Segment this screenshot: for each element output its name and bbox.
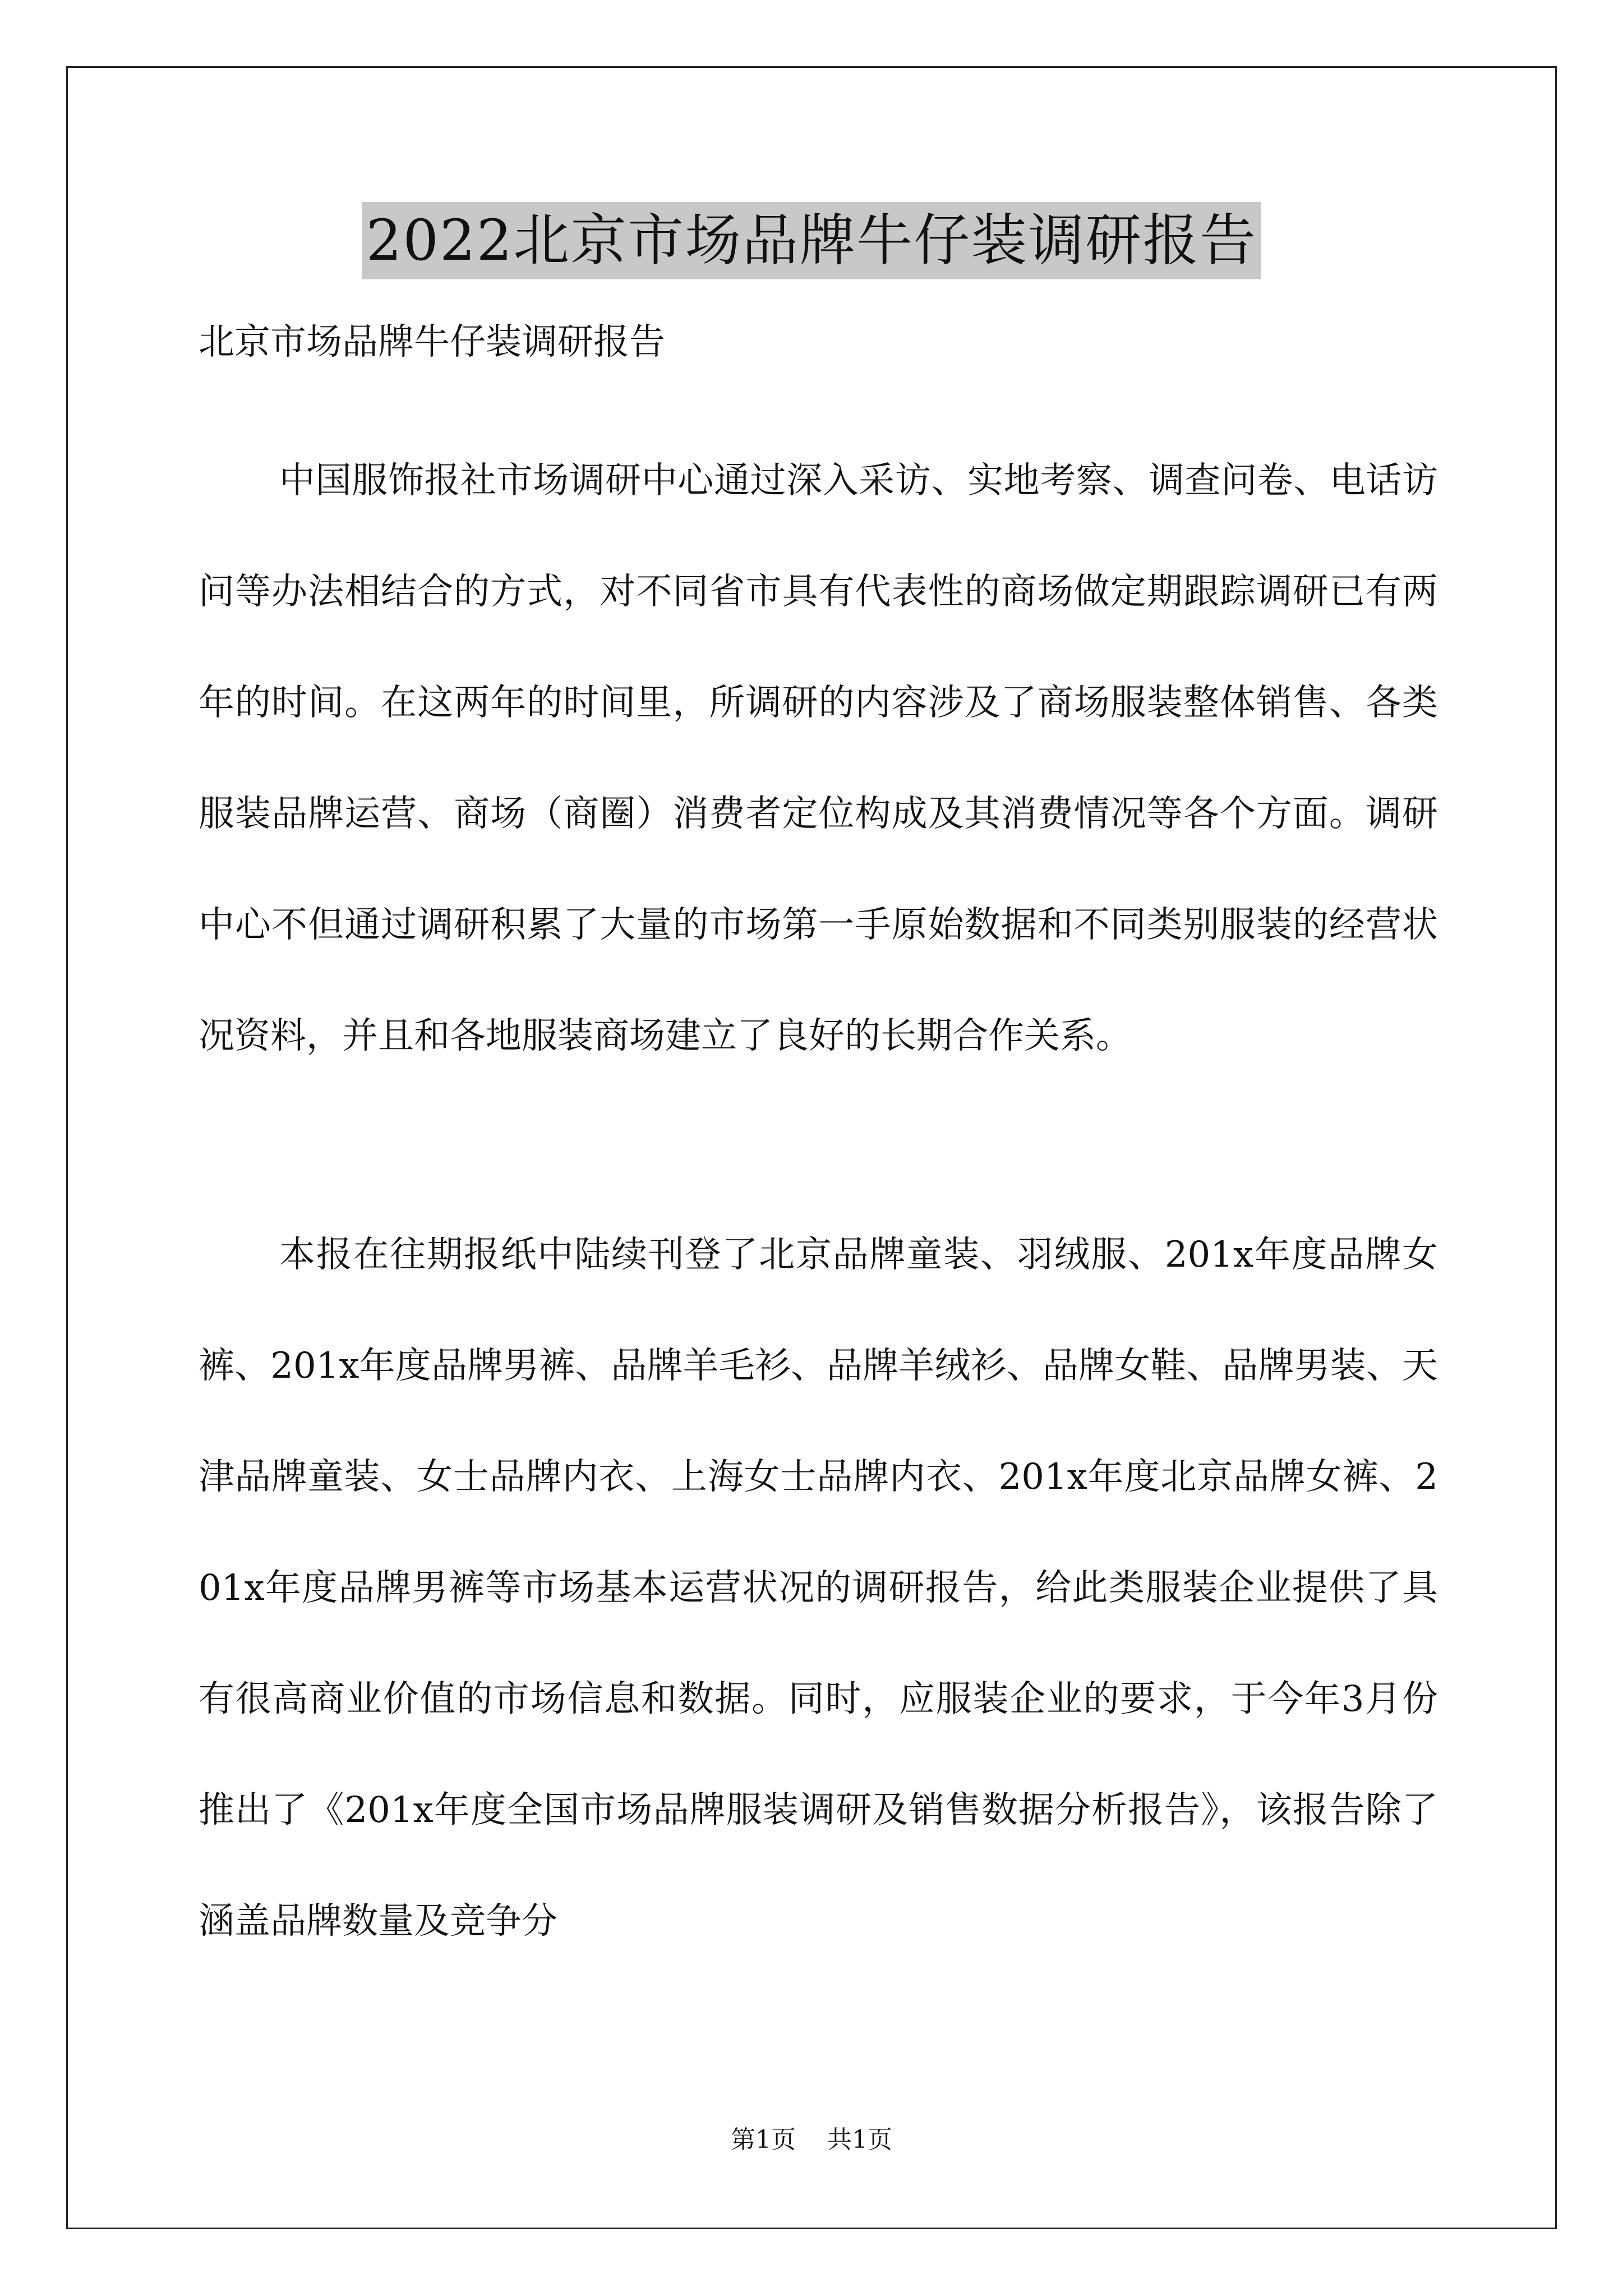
page-number: 第1页: [731, 2125, 796, 2154]
paragraph-2: 本报在往期报纸中陆续刊登了北京品牌童装、羽绒服、201x年度品牌女裤、201x年度品牌男裤、品牌羊毛衫、品牌羊绒衫、品牌女鞋、品牌男装、天津品牌童装、女士品牌内衣、上海女士品牌内衣、201x年度北京品牌女裤、201x年度品牌男裤等市场基本运营状况的调研报告，给此类服装企业提供了具有很高商业价值的市场信息和数据。同时，应服装企业的要求，于今年3月份推出了《201x年度全国市场品牌服装调研及销售数据分析报告》，该报告除了涵盖品牌数量及竞争分: [199, 1234, 1438, 1942]
title-container: [0, 202, 1623, 279]
paragraph-1: 中国服饰报社市场调研中心通过深入采访、实地考察、调查问卷、电话访问等办法相结合的方式，对不同省市具有代表性的商场做定期跟踪调研已有两年的时间。在这两年的时间里，所调研的内容涉及了商场服装整体销售、各类服装品牌运营、商场（商圈）消费者定位构成及其消费情况等各个方面。调研中心不但通过调研积累了大量的市场第一手原始数据和不同类别服装的经营状况资料，并且和各地服装商场建立了良好的长期合作关系。: [199, 460, 1438, 1057]
page-total: 共1页: [827, 2125, 892, 2154]
document-title: 2022北京市场品牌牛仔装调研报告: [362, 202, 1262, 279]
page-footer: [0, 2123, 1623, 2157]
document-body: [199, 314, 1438, 1977]
document-subtitle: 北京市场品牌牛仔装调研报告: [199, 321, 665, 363]
